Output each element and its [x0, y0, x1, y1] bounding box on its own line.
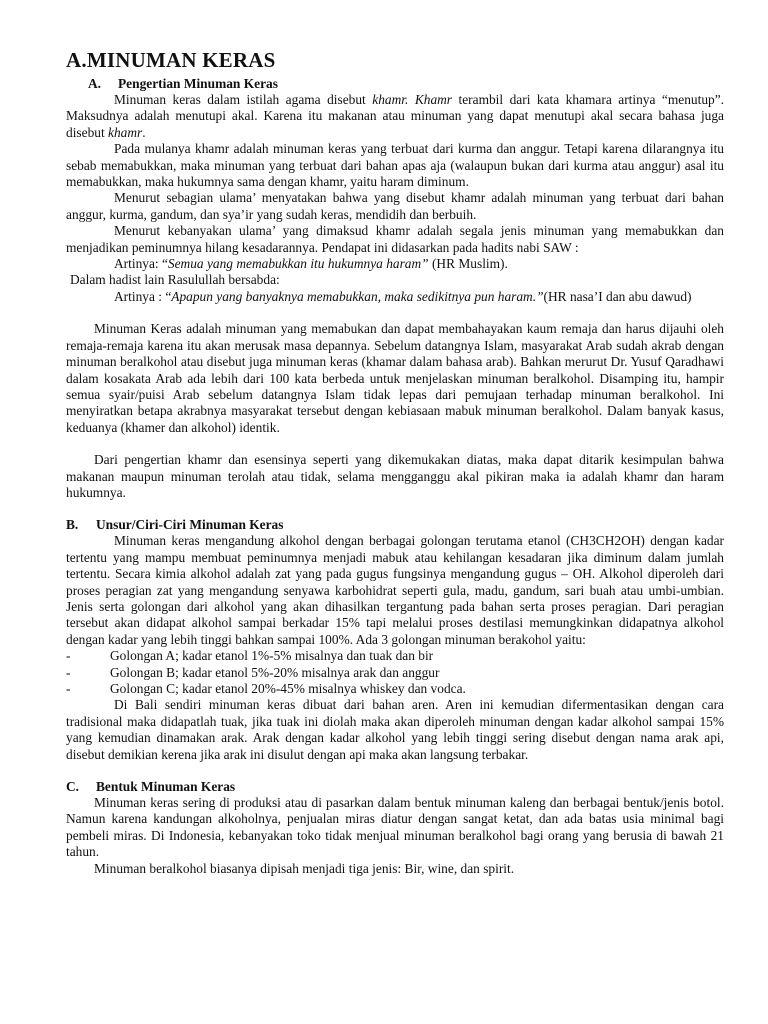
paragraph: Dalam hadist lain Rasulullah bersabda: [70, 272, 280, 288]
section-c-heading [66, 779, 724, 795]
section-a-letter: A. [88, 76, 102, 91]
paragraph: Pada mulanya khamr adalah minuman keras yang terbuat dari kurma dan anggur. Tetapi karena dilarangnya itu sebab memabukkan, maka minuman yang terbuat dari bahan apas aja (walaupun bukan dari kurma atau anggur) asal itu memabukkan, maka hukumnya sama dengan khamr, yaitu haram diminum. [66, 141, 724, 190]
paragraph: Menurut kebanyakan ulama’ yang dimaksud khamr adalah segala jenis minuman yang memabukkan dan menjadikan peminumnya hilang kesadarannya. Pendapat ini didasarkan pada hadits nabi SAW : [66, 223, 724, 255]
section-c-letter: C. [66, 779, 80, 795]
document-title: A.MINUMAN KERAS [66, 48, 276, 72]
paragraph: Menurut sebagian ulama’ menyatakan bahwa yang disebut khamr adalah minuman yang terbuat dari bahan anggur, kurma, gandum, dan sya’ir yang sudah keras, mendidih dan berbuih. [66, 190, 724, 222]
section-b-letter: B. [66, 517, 79, 533]
paragraph: Minuman Keras adalah minuman yang memabukan dan dapat membahayakan kaum remaja dan harus dijauhi oleh remaja-remaja karena itu akan merusak masa depannya. Sebelum datangnya Islam, masyarakat Arab sudah akrab dengan minuman beralkohol atau disebut juga minuman keras (khamar dalam bahasa arab). Bahkan merurut Dr. Yusuf Qaradhawi dalam kosakata Arab ada lebih dari 100 kata berbeda untuk menjelaskan minuman beralkohol. Disamping itu, hampir semua syair/puisi Arab sebelum datangnya Islam tidak lepas dari pemujaan terhadap minuman beralkohol. Ini menyiratkan betapa akrabnya masyarakat tersebut dengan kebiasaan mabuk minuman beralkohol. Dalam banyak kasus, keduanya (khamer dan alkohol) identik. [66, 321, 724, 435]
paragraph: Di Bali sendiri minuman keras dibuat dari bahan aren. Aren ini kemudian difermentasikan dengan cara tradisional maka didapatlah tuak, jika tuak ini diolah maka akan diperoleh minuman dengan kadar alkohol sampai 15% yang kemudian dinamakan arak. Arak dengan kadar alkohol yang lebih tinggi sering disebut dengan nama arak api, disebut demikian kerena jika arak ini disulut dengan api maka akan langsung terbakar. [66, 697, 724, 762]
list-item: - Golongan C; kadar etanol 20%-45% misalnya whiskey dan vodca. [66, 681, 466, 696]
hadith-quote: Artinya : “Apapun yang banyaknya memabukkan, maka sedikitnya pun haram.”(HR nasa’I dan abu dawud) [114, 288, 692, 304]
section-c-title: Bentuk Minuman Keras [96, 779, 236, 795]
paragraph: Minuman keras sering di produksi atau di pasarkan dalam bentuk minuman kaleng dan berbagai bentuk/jenis botol. Namun karena kandungan alkoholnya, penjualan miras diatur dengan sangat ketat, dan ada batas usia minimal bagi pembeli miras. Di Indonesia, kebanyakan toko tidak menjual minuman beralkohol bagi orang yang berusia di bawah 21 tahun. [66, 795, 724, 860]
list-item: - Golongan B; kadar etanol 5%-20% misalnya arak dan anggur [66, 664, 440, 680]
list-item: - Golongan A; kadar etanol 1%-5% misalnya dan tuak dan bir [66, 648, 434, 664]
section-a-heading [66, 76, 724, 92]
section-b-title: Unsur/Ciri-Ciri Minuman Keras [96, 517, 284, 533]
paragraph: Dari pengertian khamr dan esensinya seperti yang dikemukakan diatas, maka dapat ditarik kesimpulan bahwa makanan maupun minuman terolah atau tidak, selama mengganggu akal pikiran maka ia adalah khamr dan haram hukumnya. [66, 452, 724, 500]
hadith-quote: Artinya: “Semua yang memabukkan itu hukumnya haram” (HR Muslim). [114, 256, 508, 272]
paragraph: Minuman keras mengandung alkohol dengan berbagai golongan terutama etanol (CH3CH2OH) dengan kadar tertentu yang mampu membuat peminumnya menjadi mabuk atau kehilangan kesadaran jika diminum dalam jumlah tertentu. Secara kimia alkohol adalah zat yang pada gugus fungsinya mengandung gugus – OH. Alkohol diperoleh dari proses peragian zat yang mengandung senyawa karbohidrat seperti gula, madu, gandum, sari buah atau umbi-umbian. Jenis serta golongan dari alkohol yang akan dihasilkan tergantung pada bahan serta proses peragian. Dari peragian tersebut akan didapat alkohol sampai berkadar 15% tapi melalui proses destilasi memungkinkan didapatnya alkohol dengan kadar yang lebih tinggi bahkan sampai 100%. Ada 3 golongan minuman berakohol yaitu: [66, 533, 724, 647]
section-a-title: Pengertian Minuman Keras [118, 76, 278, 91]
section-b-heading [66, 517, 724, 533]
paragraph: Minuman beralkohol biasanya dipisah menjadi tiga jenis: Bir, wine, dan spirit. [94, 860, 515, 876]
paragraph: Minuman keras dalam istilah agama disebut khamr. Khamr terambil dari kata khamara artinya “menutup”. Maksudnya adalah menutupi akal. Karena itu makanan atau minuman yang dapat menutupi akal secara bahasa juga disebut khamr. [66, 92, 724, 140]
